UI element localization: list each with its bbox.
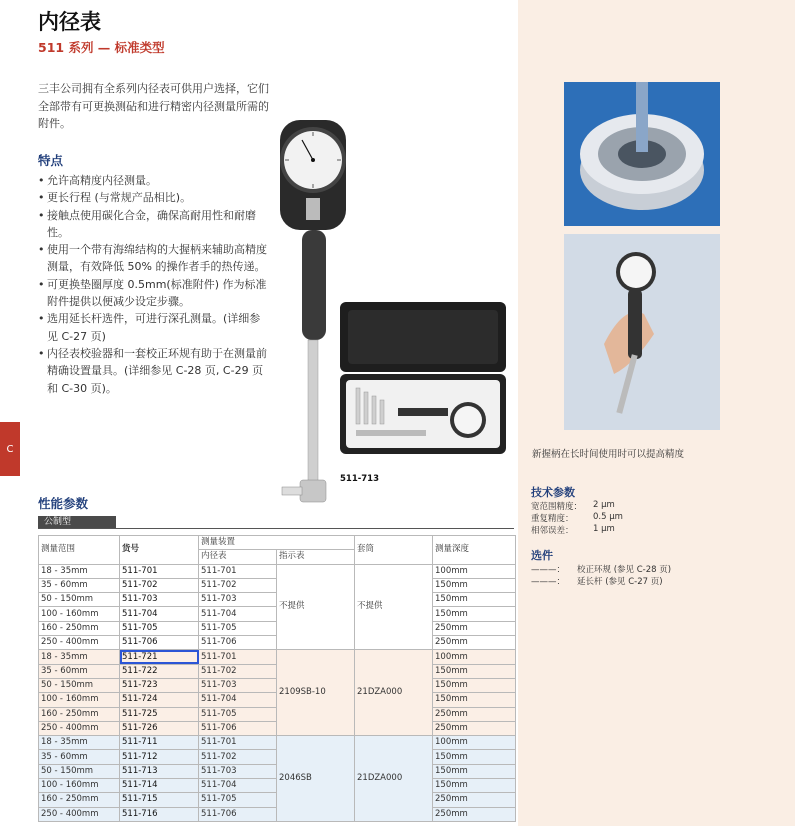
spec-table	[38, 535, 516, 822]
figure-label: 511-713	[340, 474, 380, 484]
tech-value: 0.5 μm	[593, 512, 623, 522]
cell-range: 250 - 400mm	[39, 636, 120, 650]
cell-part-number: 511-725	[120, 707, 199, 721]
cell-part-number: 511-702	[120, 578, 199, 592]
feature-item: • 接触点使用碳化合金，确保高耐用性和耐磨性。	[38, 207, 270, 242]
feature-item: • 内径表校验器和一套校正环规有助于在测量前精确设置量具。(详细参见 C-28 页, C-29 页和 C-30 页)。	[38, 345, 270, 397]
cell-depth: 150mm	[433, 578, 516, 592]
cell-part-number: 511-723	[120, 678, 199, 692]
cell-depth: 150mm	[433, 779, 516, 793]
cell-depth: 150mm	[433, 607, 516, 621]
table-row	[39, 736, 516, 750]
tech-row	[531, 524, 615, 536]
cell-depth: 100mm	[433, 650, 516, 664]
option-value: 延长杆 (参见 C-27 页)	[577, 577, 663, 587]
cell-range: 250 - 400mm	[39, 721, 120, 735]
cell-depth: 250mm	[433, 636, 516, 650]
header-indicator: 指示表	[277, 550, 355, 564]
photo-caption: 新握柄在长时间使用时可以提高精度	[532, 449, 685, 460]
option-row	[531, 563, 672, 575]
cell-gauge: 511-703	[199, 678, 277, 692]
cell-ring: 不提供	[355, 564, 433, 650]
cell-part-number: 511-724	[120, 693, 199, 707]
cell-part-number: 511-714	[120, 779, 199, 793]
cell-depth: 100mm	[433, 736, 516, 750]
cell-depth: 150mm	[433, 678, 516, 692]
table-row	[39, 564, 516, 578]
cell-gauge: 511-702	[199, 750, 277, 764]
feature-item: • 使用一个带有海绵结构的大握柄来辅助高精度测量，有效降低 50% 的操作者手的热传递。	[38, 241, 270, 276]
cell-range: 160 - 250mm	[39, 793, 120, 807]
option-label: ———：	[531, 565, 566, 575]
performance-heading: 性能参数	[38, 496, 89, 511]
cell-part-number: 511-715	[120, 793, 199, 807]
cell-range: 50 - 150mm	[39, 678, 120, 692]
option-value: 校正环规 (参见 C-28 页)	[577, 565, 672, 575]
cell-indicator: 2046SB	[277, 736, 355, 822]
cell-range: 100 - 160mm	[39, 779, 120, 793]
handling-photo	[564, 234, 720, 430]
cell-range: 18 - 35mm	[39, 650, 120, 664]
cell-range: 18 - 35mm	[39, 736, 120, 750]
cell-part-number: 511-704	[120, 607, 199, 621]
cell-part-number: 511-701	[120, 564, 199, 578]
cell-part-number[interactable]: 511-721	[120, 650, 199, 664]
cell-depth: 250mm	[433, 621, 516, 635]
cell-range: 160 - 250mm	[39, 707, 120, 721]
cell-ring: 21DZA000	[355, 736, 433, 822]
options-heading: 选件	[531, 549, 553, 562]
cell-range: 100 - 160mm	[39, 607, 120, 621]
cell-depth: 150mm	[433, 693, 516, 707]
features-list	[38, 172, 270, 397]
cell-part-number: 511-726	[120, 721, 199, 735]
cell-gauge: 511-705	[199, 793, 277, 807]
option-label: ———：	[531, 577, 566, 587]
cell-gauge: 511-701	[199, 564, 277, 578]
cell-depth: 150mm	[433, 750, 516, 764]
gauge-case-image	[338, 300, 508, 458]
tech-value: 2 μm	[593, 500, 615, 510]
cell-gauge: 511-704	[199, 693, 277, 707]
cell-depth: 250mm	[433, 793, 516, 807]
cell-depth: 250mm	[433, 807, 516, 821]
divider	[38, 528, 514, 529]
cell-depth: 250mm	[433, 707, 516, 721]
metric-tag: 公制型	[38, 516, 116, 528]
cell-indicator: 不提供	[277, 564, 355, 650]
cell-range: 50 - 150mm	[39, 593, 120, 607]
cell-gauge: 511-702	[199, 578, 277, 592]
cell-depth: 150mm	[433, 593, 516, 607]
cell-gauge: 511-701	[199, 736, 277, 750]
header-depth: 测量深度	[433, 536, 516, 565]
feature-item: • 允许高精度内径测量。	[38, 172, 270, 189]
intro-text: 三丰公司拥有全系列内径表可供用户选择，它们全部带有可更换测砧和进行精密内径测量所需的附件。	[38, 82, 269, 130]
cell-part-number: 511-711	[120, 736, 199, 750]
header-part: 货号	[120, 536, 199, 565]
cell-gauge: 511-706	[199, 721, 277, 735]
chapter-tab: C	[0, 422, 20, 476]
cell-gauge: 511-704	[199, 607, 277, 621]
cell-gauge: 511-706	[199, 807, 277, 821]
tech-label: 相邻误差：	[531, 526, 574, 536]
page-title: 内径表	[38, 10, 101, 34]
cell-ring: 21DZA000	[355, 650, 433, 736]
spec-table-body	[39, 564, 516, 821]
cell-range: 35 - 60mm	[39, 578, 120, 592]
cell-part-number: 511-716	[120, 807, 199, 821]
cell-range: 160 - 250mm	[39, 621, 120, 635]
feature-item: • 更长行程 (与常规产品相比)。	[38, 189, 270, 206]
cell-gauge: 511-705	[199, 621, 277, 635]
cell-depth: 100mm	[433, 564, 516, 578]
cell-part-number: 511-705	[120, 621, 199, 635]
cell-part-number: 511-706	[120, 636, 199, 650]
header-device: 测量装置	[199, 536, 355, 550]
tech-row	[531, 500, 615, 512]
tech-specs-heading: 技术参数	[531, 486, 575, 499]
tech-row	[531, 512, 623, 524]
tech-value: 1 μm	[593, 524, 615, 534]
feature-item: • 可更换垫圈厚度 0.5mm(标准附件) 作为标准附件提供以便减少设定步骤。	[38, 276, 270, 311]
cell-gauge: 511-702	[199, 664, 277, 678]
cell-gauge: 511-705	[199, 707, 277, 721]
header-ring: 套筒	[355, 536, 433, 565]
cell-range: 100 - 160mm	[39, 693, 120, 707]
cell-depth: 150mm	[433, 764, 516, 778]
tech-label: 宽范围精度：	[531, 502, 583, 512]
cell-part-number: 511-712	[120, 750, 199, 764]
tech-label: 重复精度：	[531, 514, 574, 524]
cell-depth: 250mm	[433, 721, 516, 735]
page-subtitle: 511 系列 — 标准类型	[38, 40, 165, 55]
setting-fixture-photo	[564, 82, 720, 226]
cell-gauge: 511-706	[199, 636, 277, 650]
table-row	[39, 650, 516, 664]
header-range: 测量范围	[39, 536, 120, 565]
cell-range: 50 - 150mm	[39, 764, 120, 778]
features-heading: 特点	[38, 153, 64, 168]
cell-gauge: 511-703	[199, 764, 277, 778]
header-gauge: 内径表	[199, 550, 277, 564]
cell-part-number: 511-722	[120, 664, 199, 678]
cell-range: 18 - 35mm	[39, 564, 120, 578]
cell-range: 250 - 400mm	[39, 807, 120, 821]
option-row	[531, 575, 663, 587]
cell-range: 35 - 60mm	[39, 750, 120, 764]
cell-part-number: 511-713	[120, 764, 199, 778]
cell-part-number: 511-703	[120, 593, 199, 607]
cell-gauge: 511-703	[199, 593, 277, 607]
cell-gauge: 511-701	[199, 650, 277, 664]
feature-item: • 选用延长杆选件，可进行深孔测量。(详细参见 C-27 页)	[38, 310, 270, 345]
cell-indicator: 2109SB-10	[277, 650, 355, 736]
cell-depth: 150mm	[433, 664, 516, 678]
cell-range: 35 - 60mm	[39, 664, 120, 678]
cell-gauge: 511-704	[199, 779, 277, 793]
